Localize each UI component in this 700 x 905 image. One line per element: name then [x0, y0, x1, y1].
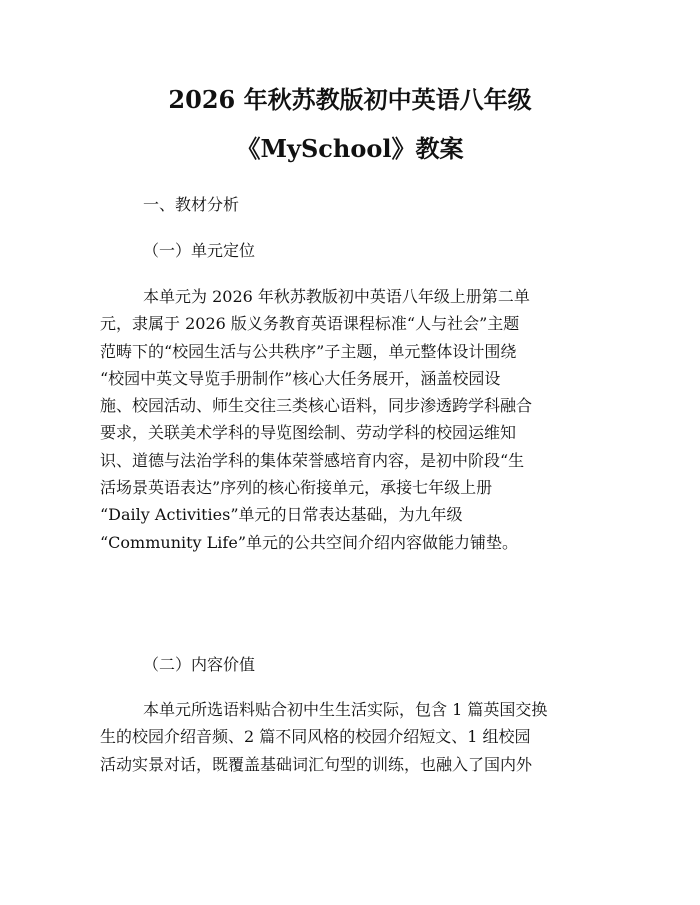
document-title-line-2: 《MySchool》教案: [236, 134, 464, 163]
document-title-line-1: 2026 年秋苏教版初中英语八年级: [168, 85, 532, 114]
paragraph-line: 生的校园介绍音频、2 篇不同风格的校园介绍短文、1 组校园: [100, 727, 531, 747]
paragraph-line: 活动实景对话，既覆盖基础词汇句型的训练，也融入了国内外: [100, 754, 533, 774]
subsection-heading-content-value: （二）内容价值: [143, 655, 256, 674]
paragraph-line: “Community Life”单元的公共空间介绍内容做能力铺垫。: [100, 532, 518, 552]
paragraph-line: 范畴下的“校园生活与公共秩序”子主题，单元整体设计围绕: [100, 341, 517, 361]
paragraph-line: 施、校园活动、师生交往三类核心语料，同步渗透跨学科融合: [100, 396, 533, 416]
section-heading-textbook-analysis: 一、教材分析: [143, 195, 240, 214]
paragraph-line: “校园中英文导览手册制作”核心大任务展开，涵盖校园设: [100, 368, 501, 388]
paragraph-line: 识、道德与法治学科的集体荣誉感培育内容，是初中阶段“生: [100, 450, 525, 470]
paragraph-line: 本单元所选语料贴合初中生生活实际，包含 1 篇英国交换: [143, 700, 548, 719]
paragraph-line: 要求，关联美术学科的导览图绘制、劳动学科的校园运维知: [100, 423, 517, 443]
paragraph-line: 本单元为 2026 年秋苏教版初中英语八年级上册第二单: [143, 287, 530, 306]
subsection-heading-unit-positioning: （一）单元定位: [143, 241, 256, 260]
paragraph-content-value: [100, 696, 600, 778]
paragraph-line: 活场景英语表达”序列的核心衔接单元，承接七年级上册: [100, 478, 493, 498]
paragraph-line: “Daily Activities”单元的日常表达基础，为九年级: [100, 505, 463, 525]
paragraph-unit-positioning: [100, 283, 600, 556]
paragraph-line: 元，隶属于 2026 版义务教育英语课程标准“人与社会”主题: [100, 314, 520, 334]
